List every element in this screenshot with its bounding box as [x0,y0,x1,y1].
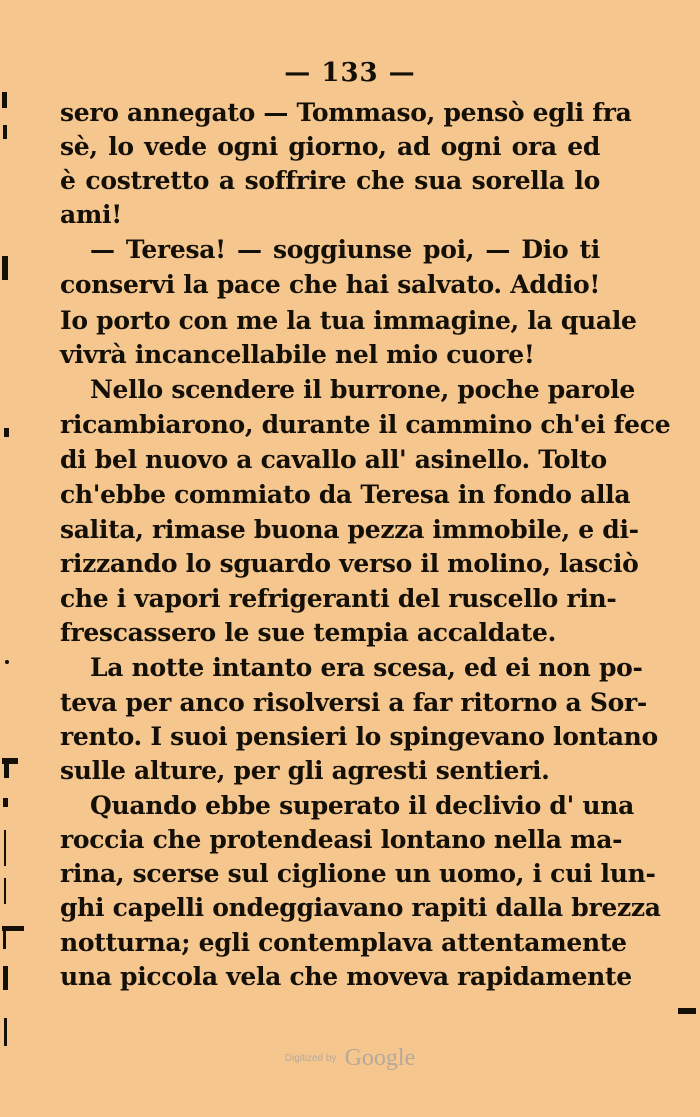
scan-mark [5,660,9,664]
scan-mark [2,256,8,280]
text-line: ch'ebbe commiato da Teresa in fondo alla [60,480,631,509]
watermark-brand: Google [344,1045,416,1071]
text-line: ghi capelli ondeggiavano rapiti dalla brezza [60,893,661,922]
scan-mark [4,764,9,778]
text-line: sè, lo vede ogni giorno, ad ogni ora ed [60,132,600,161]
scan-mark [4,1018,7,1046]
text-line: notturna; egli contemplava attentamente [60,928,627,957]
text-line: che i vapori refrigeranti del ruscello rin- [60,584,617,613]
text-line: rina, scerse sul ciglione un uomo, i cui lun- [60,859,656,888]
watermark-prefix: Digitized by [284,1053,337,1064]
text-line: La notte intanto era scesa, ed ei non po- [90,653,643,682]
scan-mark [3,966,8,990]
text-line: Quando ebbe superato il declivio d' una [90,791,634,820]
text-line: ricambiarono, durante il cammino ch'ei fece [60,410,671,439]
text-line: ami! [60,200,122,229]
text-line: una piccola vela che moveva rapidamente [60,962,632,991]
text-line: Nello scendere il burrone, poche parole [90,375,635,404]
scan-mark [678,1008,696,1014]
text-line: roccia che protendeasi lontano nella ma- [60,825,623,854]
text-line: salita, rimase buona pezza immobile, e di- [60,515,639,544]
scan-mark [3,931,6,949]
scan-mark [3,798,8,807]
scan-mark [4,428,9,437]
text-line: sulle alture, per gli agresti sentieri. [60,756,550,785]
text-line: rizzando lo sguardo verso il molino, lasciò [60,549,639,578]
text-line: vivrà incancellabile nel mio cuore! [60,340,535,369]
text-line: Io porto con me la tua immagine, la quale [60,306,637,335]
text-line: teva per anco risolversi a far ritorno a Sor- [60,688,647,717]
text-line: frescassero le sue tempia accaldate. [60,618,557,647]
scan-mark [4,830,6,866]
text-line: di bel nuovo a cavallo all' asinello. Tolto [60,445,607,474]
google-watermark [0,1045,700,1072]
text-line: — Teresa! — soggiunse poi, — Dio ti [90,235,600,264]
text-line: rento. I suoi pensieri lo spingevano lontano [60,722,658,751]
text-line: conservi la pace che hai salvato. Addio! [60,270,600,299]
scan-mark [3,125,7,139]
scan-mark [2,92,7,108]
text-line: è costretto a soffrire che sua sorella lo [60,166,600,195]
text-line: sero annegato — Tommaso, pensò egli fra [60,98,632,127]
page-number: — 133 — [284,58,416,88]
scan-mark [4,878,6,904]
